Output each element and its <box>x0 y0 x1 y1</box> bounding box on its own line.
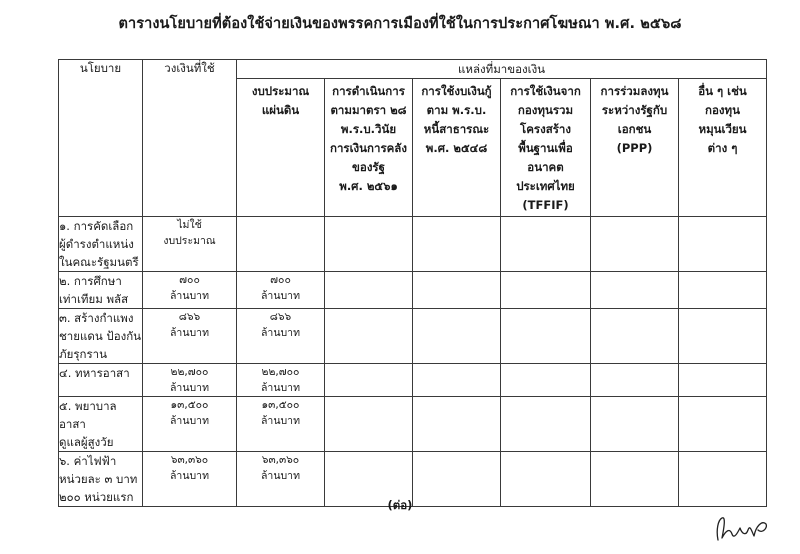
empty-cell <box>501 272 591 309</box>
header-source-lines: การใช้เงินจาก กองทุนรวม โครงสร้าง พื้นฐานเพื่อ อนาคต ประเทศไทย (TFFIF) <box>510 84 581 212</box>
empty-cell <box>413 217 501 272</box>
gov-budget-cell: ๒๒,๗๐๐ ล้านบาท <box>237 364 325 397</box>
empty-cell <box>413 309 501 364</box>
gov-budget-cell: ๘๖๖ ล้านบาท <box>237 309 325 364</box>
empty-cell <box>501 364 591 397</box>
signature-mark <box>712 512 772 546</box>
header-source-lines: งบประมาณ แผ่นดิน <box>251 84 310 117</box>
empty-cell <box>501 309 591 364</box>
empty-cell <box>325 272 413 309</box>
empty-cell <box>679 309 767 364</box>
budget-cell: ๗๐๐ ล้านบาท <box>143 272 237 309</box>
header-source-lines: การใช้งบเงินกู้ ตาม พ.ร.บ. หนี้สาธารณะ พ.ศ. ๒๕๔๘ <box>421 84 492 155</box>
header-source-lines: การดำเนินการ ตามมาตรา ๒๘ พ.ร.บ.วินัย การเงินการคลัง ของรัฐ พ.ศ. ๒๕๖๑ <box>330 84 407 193</box>
empty-cell <box>501 217 591 272</box>
budget-cell: ๑๓,๕๐๐ ล้านบาท <box>143 397 237 452</box>
header-source-2 <box>413 79 501 217</box>
table-row <box>59 217 767 272</box>
policy-cell: ๔. ทหารอาสา <box>59 364 143 397</box>
gov-budget-cell: ๖๓,๓๖๐ ล้านบาท <box>237 452 325 507</box>
empty-cell <box>325 364 413 397</box>
empty-cell <box>679 217 767 272</box>
table-row <box>59 397 767 452</box>
empty-cell <box>413 364 501 397</box>
gov-budget-cell <box>237 217 325 272</box>
empty-cell <box>591 217 679 272</box>
policy-cell: ๖. ค่าไฟฟ้า หน่วยละ ๓ บาท ๒๐๐ หน่วยแรก <box>59 452 143 507</box>
empty-cell <box>591 309 679 364</box>
budget-cell: ๘๖๖ ล้านบาท <box>143 309 237 364</box>
header-source-3 <box>501 79 591 217</box>
policy-cell: ๓. สร้างกำแพง ชายแดน ป้องกัน ภัยรุกราน <box>59 309 143 364</box>
header-source-5 <box>679 79 767 217</box>
empty-cell <box>679 364 767 397</box>
table-row <box>59 364 767 397</box>
continued-label: (ต่อ) <box>387 498 413 512</box>
header-source-0 <box>237 79 325 217</box>
empty-cell <box>413 397 501 452</box>
header-source-lines: อื่น ๆ เช่น กองทุน หมุนเวียน ต่าง ๆ <box>698 84 747 155</box>
empty-cell <box>325 309 413 364</box>
empty-cell <box>591 397 679 452</box>
table-row <box>59 309 767 364</box>
budget-cell: ๖๓,๓๖๐ ล้านบาท <box>143 452 237 507</box>
empty-cell <box>325 397 413 452</box>
policy-cell: ๕. พยาบาลอาสา ดูแลผู้สูงวัย <box>59 397 143 452</box>
header-sources-group: แหล่งที่มาของเงิน <box>237 60 767 79</box>
gov-budget-cell: ๗๐๐ ล้านบาท <box>237 272 325 309</box>
empty-cell <box>501 397 591 452</box>
empty-cell <box>591 272 679 309</box>
empty-cell <box>325 217 413 272</box>
gov-budget-cell: ๑๓,๕๐๐ ล้านบาท <box>237 397 325 452</box>
budget-cell: ๒๒,๗๐๐ ล้านบาท <box>143 364 237 397</box>
header-source-1 <box>325 79 413 217</box>
empty-cell <box>413 272 501 309</box>
header-source-4 <box>591 79 679 217</box>
empty-cell <box>679 397 767 452</box>
header-policy: นโยบาย <box>59 60 143 217</box>
document-title: ตารางนโยบายที่ต้องใช้จ่ายเงินของพรรคการเมืองที่ใช้ในการประกาศโฆษณา พ.ศ. ๒๕๖๘ <box>118 16 682 32</box>
empty-cell <box>591 364 679 397</box>
policy-cell: ๑. การคัดเลือก ผู้ดำรงตำแหน่ง ในคณะรัฐมนตรี <box>59 217 143 272</box>
budget-cell: ไม่ใช้ งบประมาณ <box>143 217 237 272</box>
header-source-lines: การร่วมลงทุน ระหว่างรัฐกับ เอกชน (PPP) <box>600 84 669 155</box>
table-row <box>59 272 767 309</box>
policy-table <box>58 59 767 507</box>
header-budget: วงเงินที่ใช้ <box>143 60 237 217</box>
empty-cell <box>679 272 767 309</box>
policy-cell: ๒. การศึกษา เท่าเทียม พลัส <box>59 272 143 309</box>
